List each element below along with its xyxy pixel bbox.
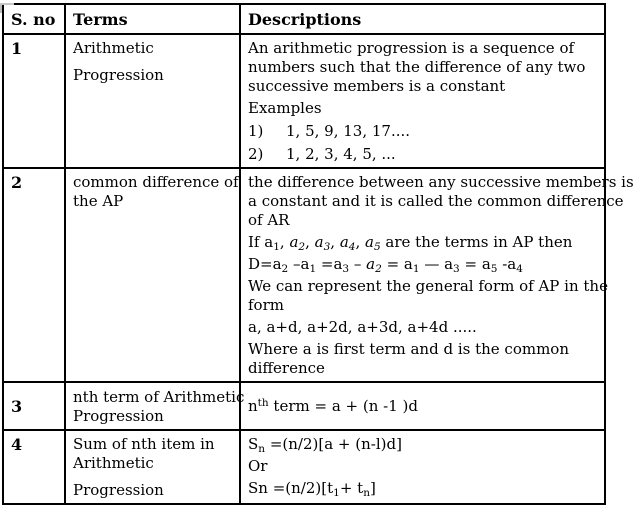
term-line: nth term of Arithmetic [73, 387, 245, 406]
sum-formula: $S_n =(n/2)[a + (n-l)d]$ [248, 435, 402, 455]
ap-terms-statement: If $a_1$, $a_2$, $a_3$, $a_4$, $a_5$ are the terms in AP then [248, 233, 573, 253]
table-row-arithmetic-progression [3, 34, 605, 168]
term-line: Arithmetic [73, 454, 154, 472]
example-item [248, 145, 597, 164]
term-line: Progression [73, 66, 164, 84]
examples-label: Examples [248, 99, 322, 117]
common-difference-formula: $D=a_2$ $-a_1 =a_3 - a_2 = a_1$ — $a_3 = a_5$ $-a_4$ [248, 255, 523, 275]
header-terms: Terms [65, 4, 240, 34]
sno-value: 1 [3, 34, 65, 168]
example-sequence: 1, 5, 9, 13, 17.... [286, 122, 411, 140]
arithmetic-progression-table [2, 3, 634, 505]
table-row-common-difference [3, 168, 605, 382]
term-line: common difference of [73, 173, 239, 191]
description-line: We can represent the general form of AP in the [248, 277, 608, 295]
header-sno: S. no [3, 4, 65, 34]
description-line: difference [248, 359, 325, 377]
description-line: An arithmetic progression is a sequence of [248, 39, 575, 57]
description-line: Where a is first term and d is the common [248, 340, 569, 358]
example-item [248, 122, 597, 141]
list-marker: 2) [248, 145, 264, 163]
description-line: of AR [248, 211, 290, 229]
term-cell [65, 430, 240, 504]
description-line: the difference between any successive members is [248, 173, 634, 191]
term-line: Arithmetic [73, 39, 154, 57]
term-line: Progression [73, 406, 164, 425]
term-cell [65, 168, 240, 382]
term-cell [65, 382, 245, 430]
scan-artifact-horizontal [0, 3, 14, 5]
description-cell [240, 382, 605, 430]
term-line: the AP [73, 192, 124, 210]
description-line: successive members is a constant [248, 77, 506, 95]
sum-formula-alt: $Sn =(n/2)[t_1+ t_n]$ [248, 479, 376, 499]
or-label: Or [248, 457, 268, 475]
list-marker: 1) [248, 122, 264, 140]
table-row-sum-of-nth-item [3, 430, 605, 504]
nth-term-formula: $n^{th}$ term = a + (n -1 )d [248, 397, 418, 415]
description-cell [240, 168, 634, 382]
term-line: Sum of nth item in [73, 435, 215, 453]
description-cell [240, 34, 605, 168]
description-line: form [248, 296, 284, 314]
description-line: numbers such that the difference of any two [248, 58, 586, 76]
general-form-sequence: a, a+d, a+2d, a+3d, a+4d ..... [248, 318, 477, 336]
example-sequence: 1, 2, 3, 4, 5, ... [286, 145, 396, 163]
header-descriptions: Descriptions [240, 4, 605, 34]
term-cell [65, 34, 240, 168]
table-row-nth-term [3, 382, 605, 430]
description-cell [240, 430, 605, 504]
sno-value: 4 [3, 430, 65, 504]
description-line: a constant and it is called the common difference [248, 192, 624, 210]
sno-value: 2 [3, 168, 65, 382]
sno-value: 3 [3, 382, 65, 430]
term-line: Progression [73, 481, 164, 499]
header-row [3, 4, 605, 34]
